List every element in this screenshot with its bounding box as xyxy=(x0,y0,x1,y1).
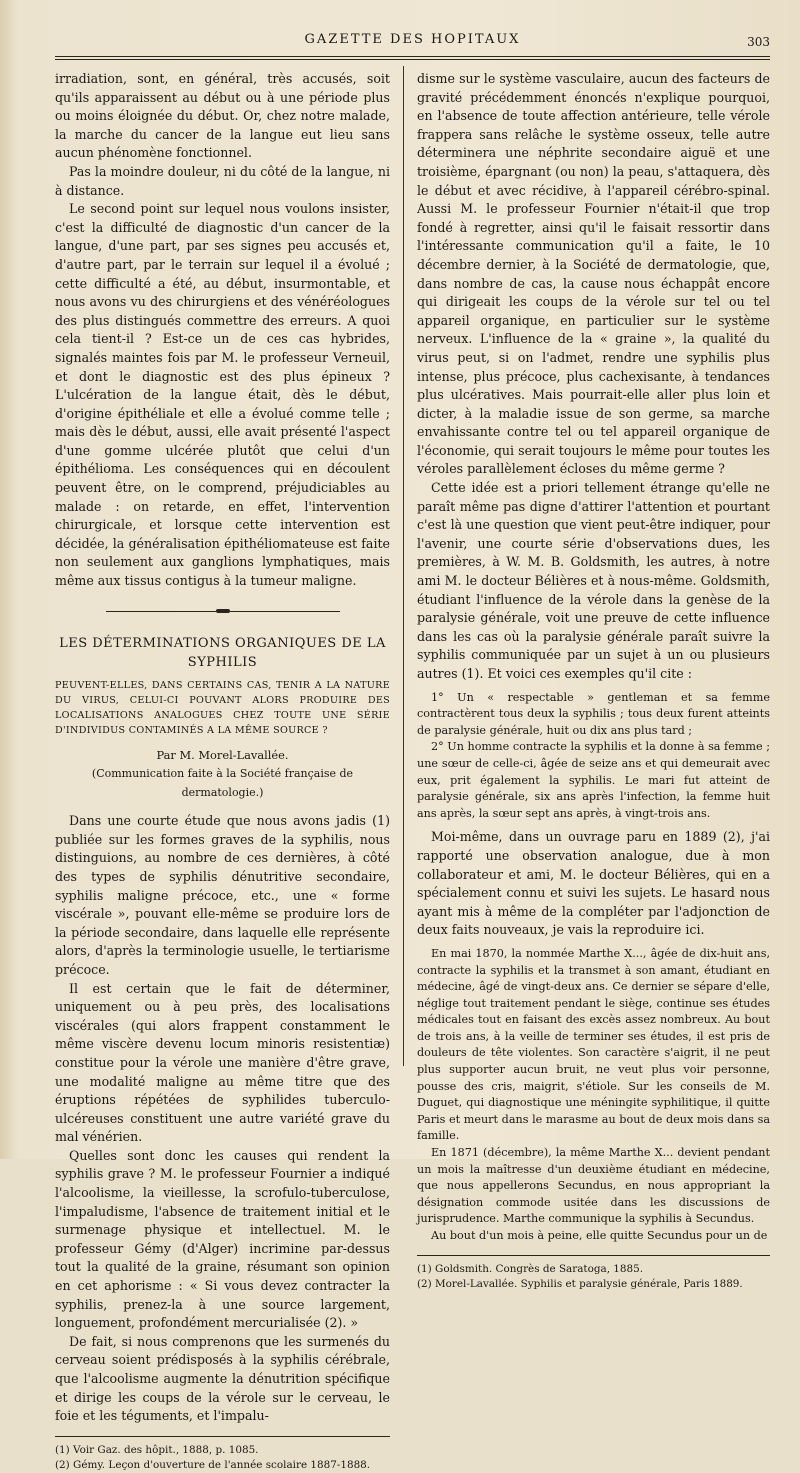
paragraph: Dans une courte étude que nous avons jadis (1) publiée sur les formes graves de la syphilis, nous distinguions, au nombre de ces dernières, à côté des types de syphilis dénutritive secondaire, syphilis maligne précoce, etc., une « forme viscérale », pouvant elle-même se produire lors de la période secondaire, dans laquelle elle représente alors, d'après la terminologie usuelle, le tertiarisme précoce. xyxy=(55,813,390,977)
article-communication: (Communication faite à la Société française de dermatologie.) xyxy=(91,767,354,799)
article-title: LES DÉTERMINATIONS ORGANIQUES DE LA SYPHILIS xyxy=(59,636,386,670)
paragraph: Moi-même, dans un ouvrage paru en 1889 (2), j'ai rapporté une observation analogue, due à mon collaborateur et ami, M. le docteur Bélières, qui en a spécialement connu et suivi les sujets. Le hasard nous ayant mis à même de la compléter par l'adjonction de deux faits nouveaux, je vais la reproduire ici. xyxy=(417,829,770,938)
section-ornament xyxy=(55,603,390,622)
paragraph: Il est certain que le fait de déterminer, uniquement ou à peu près, des localisations viscérales (qui alors frappent constamment le même viscère devenu locum minoris resistentiæ) constitue pour la vérole une manière d'être grave, une modalité maligne au même titre que des éruptions répétées de syphilides tuberculo-ulcéreuses constituent une autre variété grave du mal vénérien. xyxy=(55,980,390,1145)
paragraph: irradiation, sont, en général, très accusés, soit qu'ils apparaissent au début ou à une période plus ou moins éloignée du début. Or, chez notre malade, la marche du cancer de la langue eut lieu sans aucun phénomène fonctionnel. xyxy=(55,71,390,161)
footnote-rule xyxy=(55,1436,390,1437)
footnote: (1) Goldsmith. Congrès de Saratoga, 1885. xyxy=(417,1262,644,1275)
article-subtitle: PEUVENT-ELLES, DANS CERTAINS CAS, TENIR A LA NATURE DU VIRUS, CELUI-CI POUVANT ALORS PRODUIRE DES LOCALISATIONS ANALOGUES CHEZ TOUTE UNE SÉRIE D'INDIVIDUS CONTAMINÉS A LA MÊME SOURCE ? xyxy=(55,680,390,737)
paragraph: Quelles sont donc les causes qui rendent la syphilis grave ? M. le professeur Fournier a indiqué l'alcoolisme, la vieillesse, la scrofulo-tuberculose, l'impaludisme, l'absence de traitement initial et le surmenage physique et intellectuel. M. le professeur Gémy (d'Alger) incrimine par-dessus tout la qualité de la graine, résumant son opinion en cet aphorisme : « Si vous devez contracter la syphilis, prenez-la à une source largement, longuement, profondément mercurialisée (2). » xyxy=(55,1147,390,1331)
article-author: Par M. Morel-Lavallée. xyxy=(156,748,289,763)
right-column xyxy=(417,70,770,1292)
paragraph: Cette idée est a priori tellement étrange qu'elle ne paraît même pas digne d'attirer l'attention et pourtant c'est là une question que vient peut-être indiquer, pour l'avenir, une courte série d'observations dues, les premières, à W. M. B. Goldsmith, les autres, à notre ami M. le docteur Bélières et à nous-même. Goldsmith, étudiant l'influence de la vérole dans la genèse de la paralysie générale, voit une preuve de cette influence dans les cas où la paralysie générale paraît suivre la syphilis communiquée par un sujet à un ou plusieurs autres (1). Et voici ces exemples qu'il cite : xyxy=(417,480,770,681)
quoted-case: 2° Un homme contracte la syphilis et la donne à sa femme ; une sœur de celle-ci, âgée de seize ans et qui demeurait avec eux, prit également la syphilis. Le mari fut atteint de paralysie générale, six ans après l'infection, la femme huit ans après, la sœur sept ans après, à vingt-trois ans. xyxy=(417,740,770,820)
case-observation: Au bout d'un mois à peine, elle quitte Secundus pour un de xyxy=(431,1229,768,1242)
page-header xyxy=(55,30,770,52)
footnote: (1) Voir Gaz. des hôpit., 1888, p. 1085. xyxy=(55,1443,259,1456)
column-divider xyxy=(403,66,404,1066)
case-observation: En 1871 (décembre), la même Marthe X... devient pendant un mois la maîtresse d'un deuxième étudiant en médecine, que nous appellerons Secundus, en nous appropriant la désignation commode usitée dans les discussions de jurisprudence. Marthe communique la syphilis à Secundus. xyxy=(417,1146,770,1226)
case-observation: En mai 1870, la nommée Marthe X..., âgée de dix-huit ans, contracte la syphilis et la transmet à son amant, étudiant en médecine, âgé de vingt-deux ans. Ce dernier se sépare d'elle, néglige tout traitement pendant le siège, continue ses études médicales tout en faisant des excès assez nombreux. Au bout de trois ans, à la veille de terminer ses études, il est pris de douleurs de tête violentes. Son caractère s'aigrit, il ne peut plus supporter aucun bruit, ne veut plus voir personne, pousse des cris, maigrit, s'étiole. Sur les conseils de M. Duguet, qui diagnostique une méningite syphilitique, il quitte Paris et meurt dans le marasme au bout de deux mois dans sa famille. xyxy=(417,946,770,1143)
footnotes xyxy=(417,1262,770,1292)
page-number: 303 xyxy=(747,35,770,49)
footnote-rule xyxy=(417,1255,770,1256)
paragraph: Le second point sur lequel nous voulons insister, c'est la difficulté de diagnostic d'un cancer de la langue, d'une part, par ses signes peu accusés et, d'autre part, par le terrain sur lequel il a évolué ; cette difficulté a été, au début, insurmontable, et nous avons vu des chirurgiens et des vénéréologues des plus distingués commettre des erreurs. A quoi cela tient-il ? Est-ce un de ces cas hybrides, signalés maintes fois par M. le professeur Verneuil, et dont le diagnostic est des plus épineux ? L'ulcération de la langue était, dès le début, d'origine épithéliale et elle a évolué comme telle ; mais dès le début, aussi, elle avait présenté l'aspect d'une gomme ulcérée plutôt que celui d'un épithélioma. Les conséquences qui en découlent peuvent être, on le comprend, préjudiciables au malade : on retarde, en effet, l'intervention chirurgicale, et lorsque cette intervention est décidée, la généralisation épithéliomateuse est faite non seulement aux ganglions lymphatiques, mais même aux tissus contigus à la tumeur maligne. xyxy=(55,201,390,589)
footnote: (2) Morel-Lavallée. Syphilis et paralysie générale, Paris 1889. xyxy=(417,1277,743,1290)
paragraph: Pas la moindre douleur, ni du côté de la langue, ni à distance. xyxy=(55,163,390,198)
paragraph: disme sur le système vasculaire, aucun des facteurs de gravité précédemment énoncés n'explique pourquoi, en l'absence de toute affection antérieure, telle vérole frappera sans relâche le système osseux, telle autre déterminera une néphrite secondaire aiguë et une troisième, épargnant (ou non) la peau, s'attaquera, dès le début et avec récidive, à l'appareil cérébro-spinal. Aussi M. le professeur Fournier n'était-il que trop fondé à regretter, ainsi qu'il le faisait ressortir dans l'intéressante communication qu'il a faite, le 10 décembre dernier, à la Société de dermatologie, que, dans nombre de cas, la cause nous échappât encore qui dirigeait les coups de la vérole sur tel ou tel appareil organique, en particulier sur le système nerveux. L'influence de la « graine », la qualité du virus peut, si on l'admet, rendre une syphilis plus intense, plus précoce, plus cachexisante, à tendances plus ulcératives. Mais pourrait-elle aller plus loin et dicter, à la maladie issue de son germe, sa marche envahissante contre tel ou tel appareil organique de l'économie, qui serait toujours le même pour toutes les véroles parallèlement écloses du même germe ? xyxy=(417,71,770,477)
paragraph: De fait, si nous comprenons que les surmenés du cerveau soient prédisposés à la syphilis cérébrale, que l'alcoolisme augmente la dénutrition spécifique et dirige les coups de la vérole sur le cerveau, le foie et les téguments, et l'impalu- xyxy=(55,1333,390,1424)
journal-title: GAZETTE DES HOPITAUX xyxy=(304,32,521,47)
footnotes xyxy=(55,1443,390,1473)
header-rule-double xyxy=(55,59,770,60)
footnote: (2) Gémy. Leçon d'ouverture de l'année scolaire 1887-1888. xyxy=(55,1458,371,1471)
header-rule xyxy=(55,56,770,57)
left-column xyxy=(55,70,390,1473)
quoted-case: 1° Un « respectable » gentleman et sa femme contractèrent tous deux la syphilis ; tous deux furent atteints de paralysie générale, huit ou dix ans plus tard ; xyxy=(417,690,770,737)
